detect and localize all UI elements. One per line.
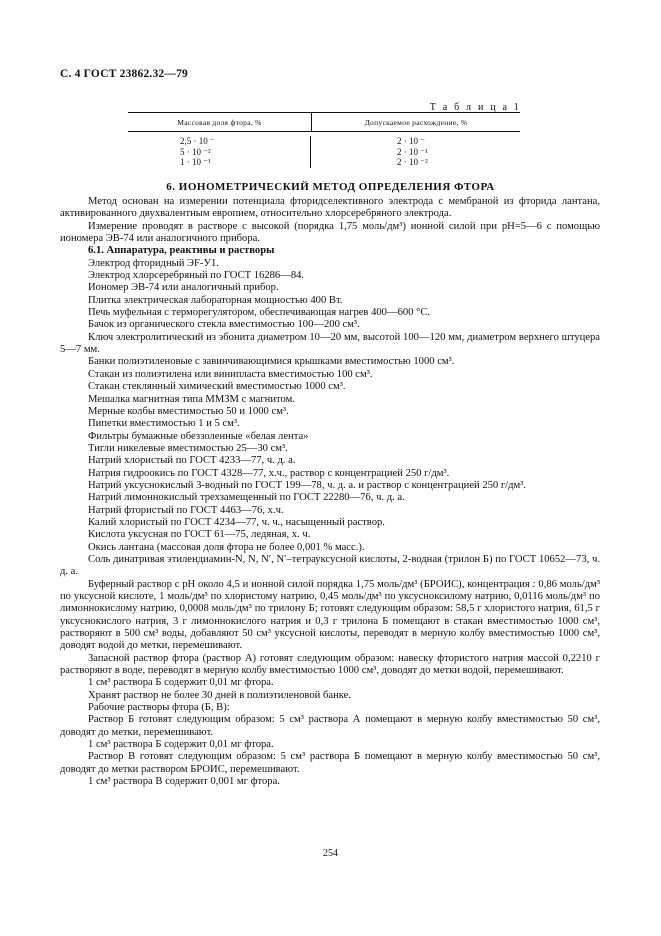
paragraph: Соль динатривая этилендиамин-N, N, N′, N′–тетрауксусной кислоты, 2-водная (трилон Б) по ГОСТ 10652—73, ч. д. а. [60, 553, 600, 578]
paragraph: Печь муфельная с терморегулятором, обеспечивающая нагрев 400—600 °С. [88, 307, 431, 319]
table-body [128, 132, 520, 168]
paragraph: Раствор В готовят следующим образом: 5 см³ раствора Б помещают в мерную колбу вместимостью 50 см³, доводят до метки раствором БРОИС, перемешивают. [60, 751, 600, 775]
table-header-cell: Допускаемое расхождение, % [364, 117, 468, 127]
paragraph: Измерение проводят в растворе с высокой (порядка 1,75 моль/дм³) ионной силой при рН=5—6 с помощью иономера ЭВ-74 или аналогичного прибора. [60, 220, 600, 245]
paragraph: Окись лантана (массовая доля фтора не более 0,001 % масс.). [88, 541, 365, 553]
table-header-cell: Массовая доля фтора, % [128, 113, 312, 131]
paragraph: Пипетки вместимостью 1 и 5 см³. [88, 418, 240, 430]
paragraph: Тигли никелевые вместимостью 25—30 см³. [88, 442, 288, 454]
paragraph: Банки полиэтиленовые с завинчивающимися крышками вместимостью 1000 см³. [88, 356, 455, 368]
table-cell: 2 · 10 ⁻¹ [397, 146, 428, 157]
paragraph: Рабочие растворы фтора (Б, В): [88, 702, 230, 714]
paragraph: Стакан из полиэтилена или винипласта вместимостью 100 см³. [88, 368, 373, 380]
table-cell: 2 · 10 ⁻² [397, 157, 428, 167]
paragraph: Метод основан на измерении потенциала фторидселективного электрода с мембраной из фторида лантана, активированного двухвалентным европием, относительно хлорсеребряного электрода. [60, 196, 600, 220]
paragraph: Мешалка магнитная типа ММЗМ с магнитом. [88, 393, 295, 405]
body-text [60, 196, 600, 789]
page-header: С. 4 ГОСТ 23862.32—79 [60, 68, 188, 80]
paragraph: Хранят раствор не более 30 дней в полиэтиленовой банке. [88, 689, 351, 701]
paragraph: Стакан стеклянный химический вместимостью 1000 см³. [88, 381, 346, 393]
paragraph: Буферный раствор с рН около 4,5 и ионной силой порядка 1,75 моль/дм³ (БРОИС), концентрация : 0,86 моль/дм³ по уксусной кислоте, 1 моль/дм³ по хлористому натрию, 0,45 моль/дм³ по уксусноксилому натрию, 0,0116 моль/дм³ по лимоннокислому натрию, 0,0008 моль/дм³ по трилону Б; готовят следующим образом: 58,5 г хлористого натрия, 61,5 г уксуснокислого натрия, 3 г лимоннокислого натрия и 0,3 г трилона Б помещают в стакан вместимостью 1000 см³, растворяют в 500 см³ воды, добавляют 50 см³ уксусной кислоты, переводят в мерную колбу вместимостью 1000 см³, доводят водой до метки, перемешивают. [60, 578, 600, 652]
section-title: 6. ИОНОМЕТРИЧЕСКИЙ МЕТОД ОПРЕДЕЛЕНИЯ ФТОРА [166, 181, 495, 193]
page-number: 254 [323, 848, 338, 859]
paragraph: Иономер ЭВ-74 или аналогичный прибор. [88, 282, 279, 294]
table-cell: 1 · 10 ⁻¹ [180, 157, 211, 167]
table-column-mass-fraction [128, 136, 311, 168]
paragraph: Фильтры бумажные обеззоленные «белая лента» [88, 430, 309, 442]
table-cell: 2 · 10 ⁻ [397, 136, 425, 146]
paragraph: Электрод фторидный ЭF-У1. [88, 257, 219, 269]
paragraph: Натрий хлористый по ГОСТ 4233—77, ч. д. а. [88, 455, 296, 467]
paragraph: Плитка электрическая лабораторная мощностью 400 Вт. [88, 294, 343, 306]
paragraph: Натрий фтористый по ГОСТ 4463—76, х.ч. [88, 504, 284, 516]
paragraph: Раствор Б готовят следующим образом: 5 см³ раствора А помещают в мерную колбу вместимостью 50 см³, доводят до метки, перемешивают. [60, 714, 600, 738]
paragraph: Натрий уксуснокислый 3-водный по ГОСТ 199—78, ч. д. а. и раствор с концентрацией 250 г/дм³. [88, 479, 527, 491]
paragraph: 1 см³ раствора Б содержит 0,01 мг фтора. [88, 677, 274, 689]
paragraph: Запасной раствор фтора (раствор А) готовят следующим образом: навеску фтористого натрия массой 0,2210 г растворяют в воде, переводят в мерную колбу вместимостью 1000 см³, доводят до метки водой, перемешивают. [60, 652, 600, 677]
paragraph: Натрий лимоннокислый трехзамещенный по ГОСТ 22280—76, ч. д. а. [88, 492, 405, 504]
subsection-heading: 6.1. Аппаратура, реактивы и растворы [88, 245, 275, 257]
table-caption: Т а б л и ц а 1 [429, 102, 521, 113]
paragraph: Натрия гидроокись по ГОСТ 4328—77, х.ч., раствор с концентрацией 250 г/дм³. [88, 467, 450, 479]
table-cell: 2,5 · 10 ⁻ [180, 136, 215, 146]
paragraph: 1 см³ раствора В содержит 0,001 мг фтора. [88, 776, 280, 788]
table-column-tolerance [311, 136, 520, 168]
table-header-row [128, 113, 520, 131]
paragraph: Мерные колбы вместимостью 50 и 1000 см³. [88, 405, 289, 417]
data-table [128, 112, 520, 168]
paragraph: Кислота уксусная по ГОСТ 61—75, ледяная, х. ч. [88, 529, 311, 541]
paragraph: Ключ электролитический из эбонита диаметром 10—20 мм, высотой 100—120 мм, диаметром верхнего штуцера 5—7 мм. [60, 331, 600, 356]
paragraph: Электрод хлорсеребряный по ГОСТ 16286—84. [88, 270, 305, 282]
paragraph: Калий хлористый по ГОСТ 4234—77, ч. ч., насыщенный раствор. [88, 516, 385, 528]
paragraph: Бачок из органического стекла вместимостью 100—200 см³. [88, 319, 360, 331]
paragraph: 1 см³ раствора Б содержит 0,01 мг фтора. [88, 739, 274, 751]
table-cell: 5 · 10 ⁻² [180, 146, 211, 157]
